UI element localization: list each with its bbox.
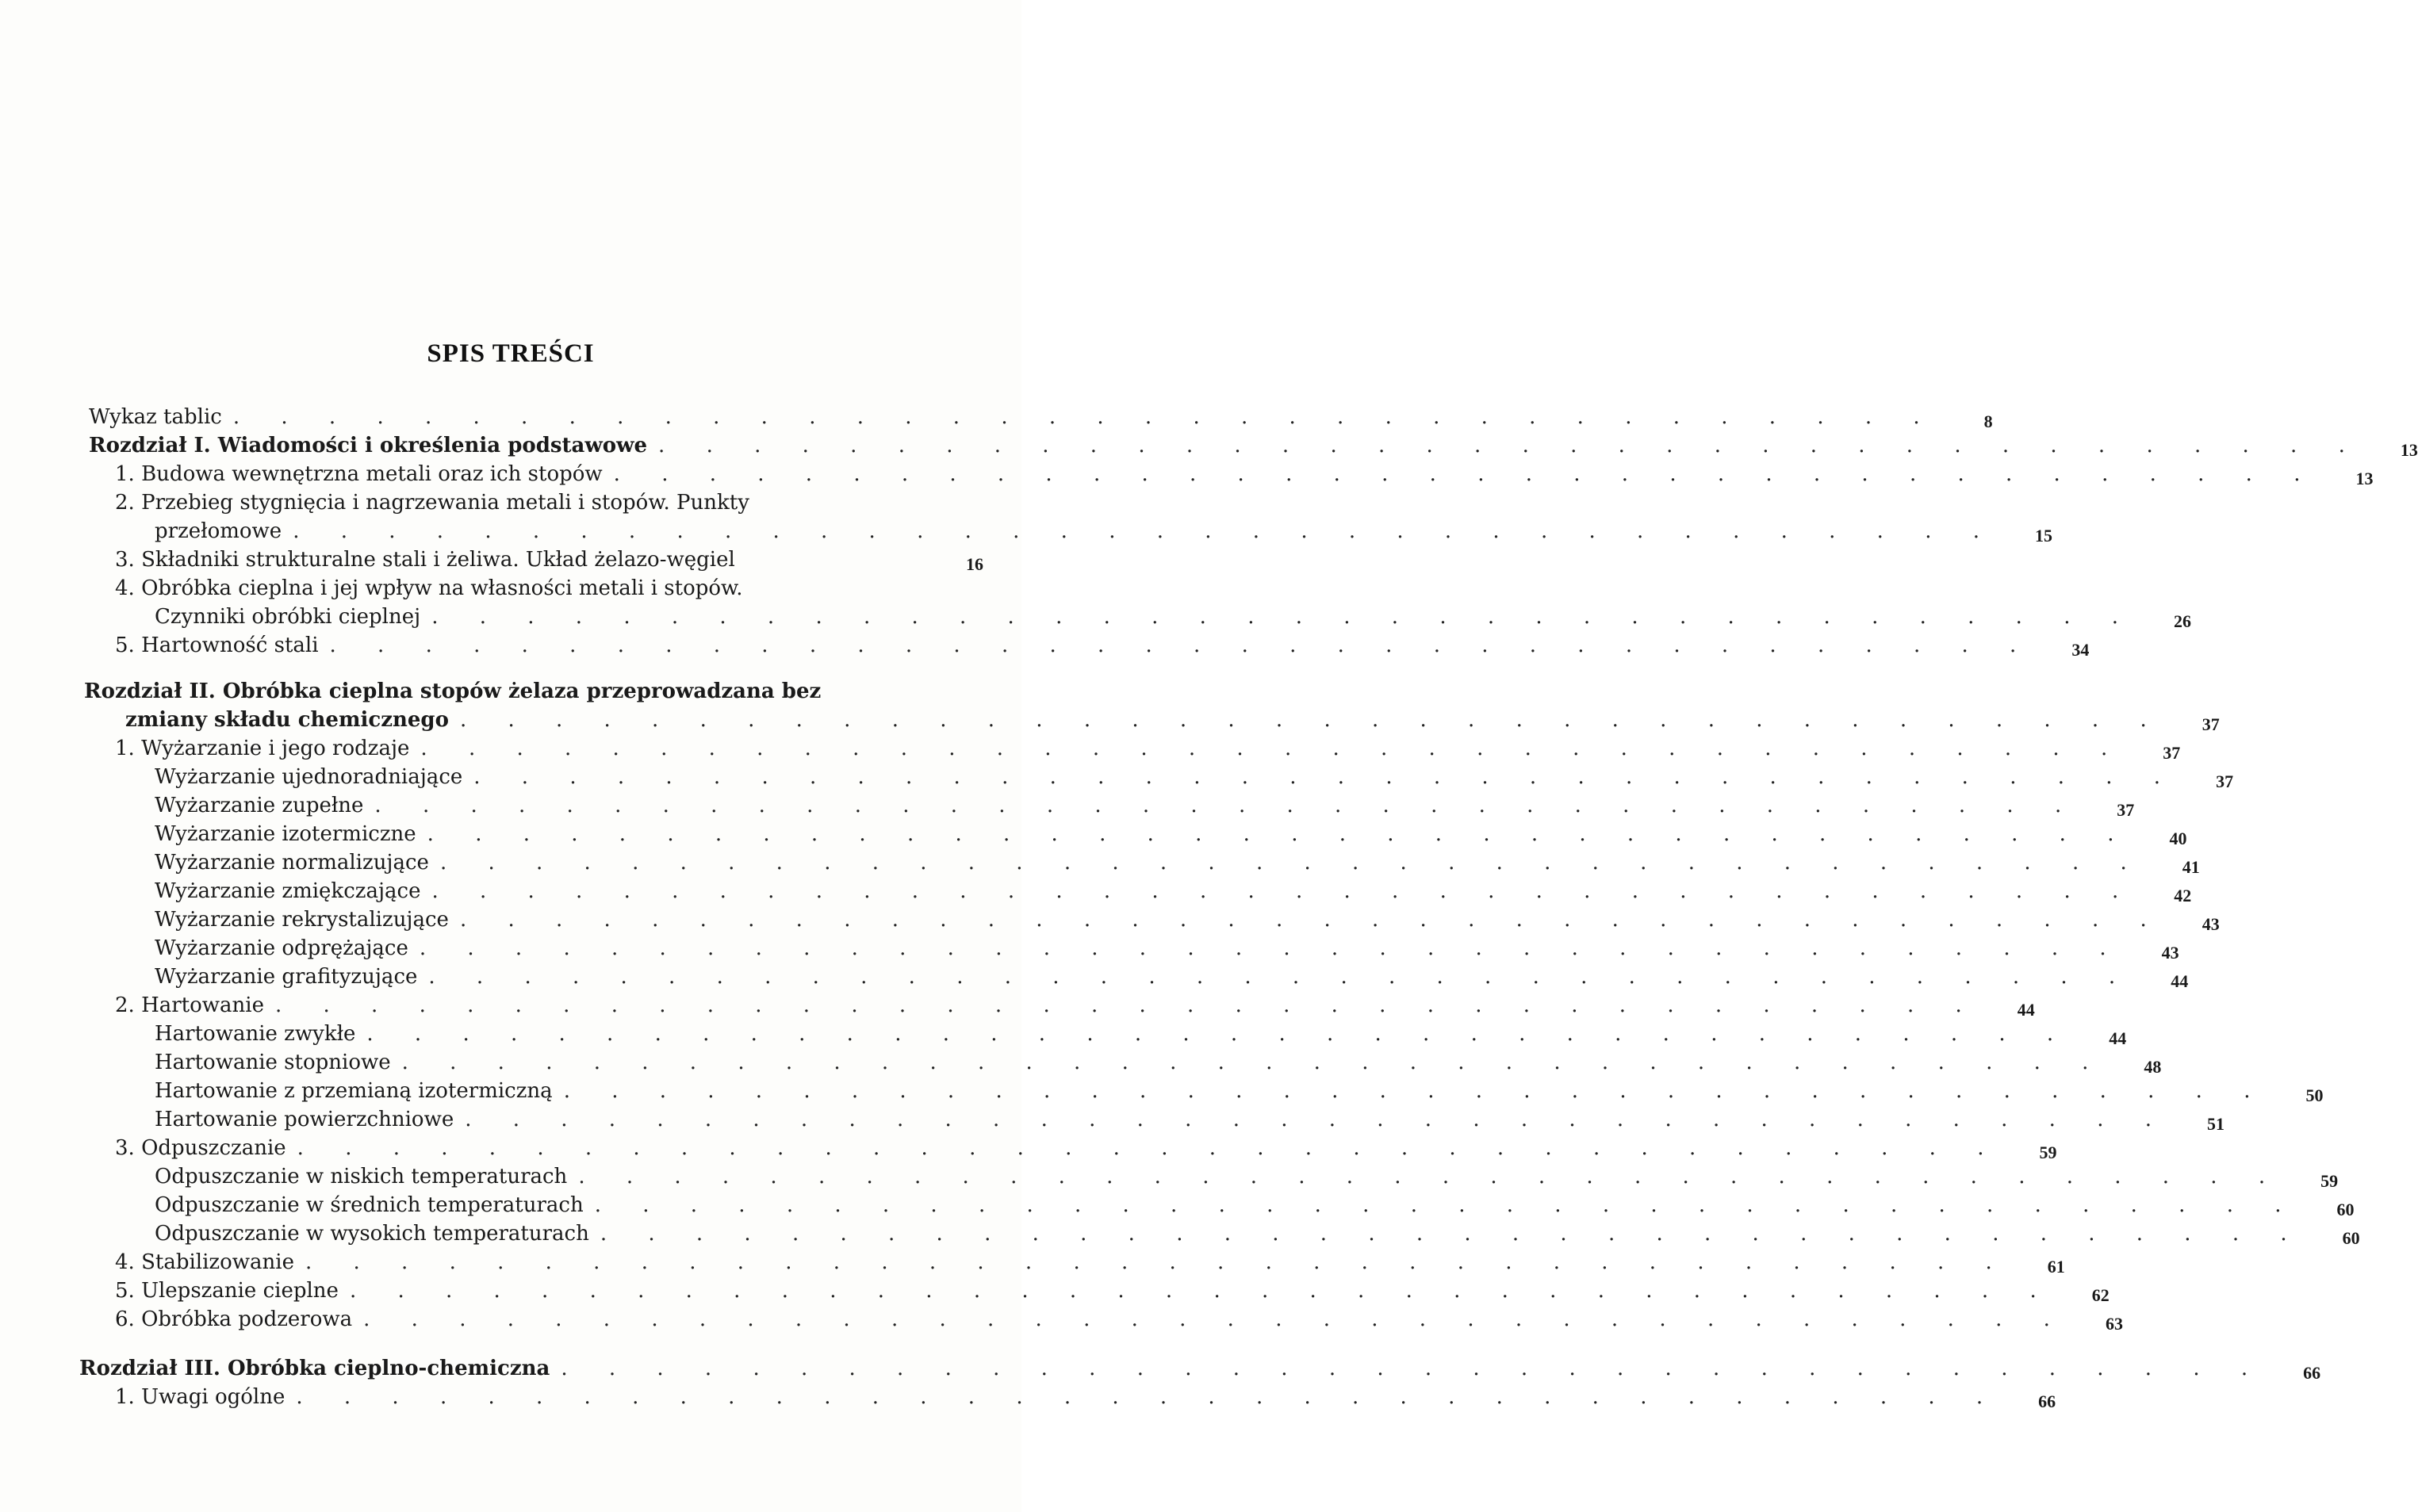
dot-leader: . . . . . . . . . . . . . . . . . . . . . . . . . . . . . . . . . . . . <box>428 965 2133 989</box>
toc-page-number: 48 <box>2144 1057 2162 1077</box>
dot-leader: . . . . . . . . . . . . . . . . . . . . . . . . . . . . . . . . . . . . <box>578 1165 2283 1189</box>
toc-page-number: 41 <box>2182 857 2200 877</box>
toc-entry <box>79 1134 2057 1162</box>
toc-entry <box>79 877 2192 905</box>
toc-page-number: 43 <box>2201 914 2220 934</box>
toc-entry <box>79 820 2187 848</box>
spacer <box>79 660 983 677</box>
toc-entry <box>79 1219 2360 1248</box>
toc-entry <box>79 963 2189 991</box>
toc-page-number: 60 <box>2336 1200 2355 1219</box>
toc-entry <box>79 763 2234 791</box>
toc-entry <box>79 791 2135 820</box>
toc-entry <box>79 1248 2065 1277</box>
toc-page-number: 42 <box>2174 886 2192 905</box>
dot-leader: . . . . . . . . . . . . . . . . . . . . . . . . . . . . . . . . . . . . <box>419 936 2124 960</box>
toc-chapter-2 <box>79 677 983 706</box>
toc-entry-text: 1. Budowa wewnętrzna metali oraz ich stopów <box>115 462 603 486</box>
toc-entry <box>79 631 2090 660</box>
page-title: SPIS TREŚCI <box>427 339 595 368</box>
dot-leader: . . . . . . . . . . . . . . . . . . . . . . . . . . . . . . . . . . . . <box>374 794 2079 817</box>
toc-entry-text: Wyżarzanie odprężające <box>155 936 408 960</box>
toc-page-number: 43 <box>2161 943 2179 963</box>
toc-entry-text: Hartowanie z przemianą izotermiczną <box>155 1079 553 1103</box>
toc-entry <box>79 1105 2225 1134</box>
toc-entry <box>79 934 2179 963</box>
dot-leader: . . . . . . . . . . . . . . . . . . . . . . . . . . . . . . . . . . . . <box>293 519 1997 543</box>
toc-page-number: 61 <box>2047 1257 2065 1277</box>
toc-page-number: 66 <box>2038 1391 2056 1411</box>
toc-entry <box>79 545 983 574</box>
toc-entry-text: 1. Uwagi ogólne <box>115 1385 285 1409</box>
toc-entry <box>79 1191 2355 1219</box>
toc-entry <box>79 517 2052 545</box>
dot-leader: . . . . . . . . . . . . . . . . . . . . . . . . . . . . . . . . . . . . <box>594 1193 2299 1217</box>
spacer <box>79 1334 983 1354</box>
toc-page-number: 13 <box>2400 440 2418 460</box>
toc-page-number: 37 <box>2163 743 2181 763</box>
toc-entry <box>79 991 2035 1020</box>
dot-leader: . . . . . . . . . . . . . . . . . . . . . . . . . . . . . . . . . . . . <box>401 1051 2106 1074</box>
toc-page-number: 60 <box>2342 1228 2360 1248</box>
toc-entry-wykaz-tablic <box>79 403 1993 431</box>
dot-leader: . . . . . . . . . . . . . . . . . . . . . . . . . . . . . . . . . . . . <box>366 1022 2071 1046</box>
dot-leader: . . . . . . . . . . . . . . . . . . . . . . . . . . . . . . . . . . . . <box>427 822 2132 846</box>
dot-leader: . . . . . . . . . . . . . . . . . . . . . . . . . . . . . . . . . . . . <box>473 765 2178 789</box>
toc-entry <box>79 574 983 603</box>
toc-entry-text: Wyżarzanie zupełne <box>155 794 364 817</box>
toc-entry-text: 3. Składniki strukturalne stali i żeliwa. Układ żelazo-węgiel <box>115 548 735 572</box>
dot-leader: . . . . . . . . . . . . . . . . . . . . . . . . . . . . . . . . . . . . <box>459 708 2164 732</box>
toc-entry-text: Wyżarzanie ujednoradniające <box>155 765 463 789</box>
toc-entry-text: Odpuszczanie w wysokich temperaturach <box>155 1222 589 1246</box>
toc-chapter-3 <box>79 1354 2321 1383</box>
toc-entry-text: zmiany składu chemicznego <box>125 708 449 732</box>
toc-entry-text: Rozdział II. Obróbka cieplna stopów żelaza przeprowadzana bez <box>84 679 822 703</box>
toc-page-number: 59 <box>2039 1143 2057 1162</box>
toc-entry-text: 2. Przebieg stygnięcia i nagrzewania metali i stopów. Punkty <box>115 491 749 515</box>
toc-entry-text: 2. Hartowanie <box>115 993 264 1017</box>
toc-page-number: 51 <box>2207 1114 2225 1134</box>
toc-entry <box>79 460 2374 488</box>
dot-leader: . . . . . . . . . . . . . . . . . . . . . . . . . . . . . . . . . . . . <box>431 605 2136 629</box>
toc-page-number: 16 <box>966 554 983 574</box>
toc-entry-text: 5. Ulepszanie cieplne <box>115 1279 339 1303</box>
dot-leader: . . . . . . . . . . . . . . . . . . . . . . . . . . . . . . . . . . . . <box>329 634 2034 657</box>
toc-entry <box>79 1383 2056 1411</box>
toc-page-number: 44 <box>2017 1000 2035 1020</box>
dot-leader: . . . . . . . . . . . . . . . . . . . . . . . . . . . . . . . . . . . . <box>296 1385 2001 1409</box>
toc-entry <box>79 1077 2324 1105</box>
toc-page-number: 63 <box>2105 1314 2123 1334</box>
toc-entry-text: Odpuszczanie w niskich temperaturach <box>155 1165 568 1189</box>
toc-entry <box>79 905 2220 934</box>
toc-entry-text: Wyżarzanie zmiękczające <box>155 879 421 903</box>
toc-entry-text: 1. Wyżarzanie i jego rodzaje <box>115 737 410 760</box>
dot-leader: . . . . . . . . . . . . . . . . . . . . . . . . . . . . . . . . . . . . <box>363 1307 2067 1331</box>
toc-entry <box>79 1305 2123 1334</box>
toc-entry-text: 3. Odpuszczanie <box>115 1136 286 1160</box>
toc-entry-text: Hartowanie stopniowe <box>155 1051 391 1074</box>
dot-leader: . . . . . . . . . . . . . . . . . . . . . . . . . . . . . . . . . . . . <box>297 1136 2002 1160</box>
toc-entry-text: Wyżarzanie izotermiczne <box>155 822 416 846</box>
dot-leader: . . . . . . . . . . . . . . . . . . . . . . . . . . . . . . . . . . . . <box>420 737 2125 760</box>
toc-entry <box>79 734 2181 763</box>
toc-page-number: 8 <box>1983 411 1993 431</box>
toc-entry-text: 4. Stabilizowanie <box>115 1250 294 1274</box>
toc-entry-text: Rozdział III. Obróbka cieplno-chemiczna <box>79 1357 550 1380</box>
toc-entry-text: przełomowe <box>155 519 282 543</box>
toc-page-number: 62 <box>2091 1285 2110 1305</box>
toc-chapter-2-cont <box>79 706 2220 734</box>
toc-page-number: 44 <box>2109 1028 2127 1048</box>
toc-page-number: 40 <box>2169 829 2187 848</box>
table-of-contents <box>79 403 2418 1411</box>
toc-page-number: 37 <box>2201 714 2220 734</box>
dot-leader: . . . . . . . . . . . . . . . . . . . . . . . . . . . . . . . . . . . . <box>600 1222 2305 1246</box>
toc-entry-text: 6. Obróbka podzerowa <box>115 1307 353 1331</box>
toc-entry <box>79 1020 2127 1048</box>
toc-page-number: 44 <box>2171 971 2189 991</box>
toc-page-number: 15 <box>2035 526 2052 545</box>
dot-leader: . . . . . . . . . . . . . . . . . . . . . . . . . . . . . . . . . . . . <box>563 1079 2268 1103</box>
toc-page-number: 50 <box>2305 1085 2324 1105</box>
toc-entry-text: Czynniki obróbki cieplnej <box>155 605 421 629</box>
toc-entry-text: Hartowanie powierzchniowe <box>155 1108 454 1131</box>
toc-page-number: 37 <box>2216 771 2234 791</box>
dot-leader: . . . . . . . . . . . . . . . . . . . . . . . . . . . . . . . . . . . . <box>439 851 2144 875</box>
toc-entry-text: Wykaz tablic <box>89 405 222 429</box>
toc-page-number: 59 <box>2320 1171 2339 1191</box>
toc-page-number: 13 <box>2355 469 2374 488</box>
toc-entry-text: Rozdział I. Wiadomości i określenia podstawowe <box>89 434 648 457</box>
toc-entry-text: 4. Obróbka cieplna i jej wpływ na własności metali i stopów. <box>115 576 743 600</box>
toc-entry-text: Wyżarzanie rekrystalizujące <box>155 908 449 932</box>
toc-page-number: 66 <box>2303 1363 2321 1383</box>
toc-entry <box>79 1048 2162 1077</box>
toc-page-number: 26 <box>2174 611 2191 631</box>
dot-leader: . . . . . . . . . . . . . . . . . . . . . . . . . . . . . . . . . . . . <box>658 434 2362 457</box>
toc-entry-text: Hartowanie zwykłe <box>155 1022 356 1046</box>
dot-leader: . . . . . . . . . . . . . . . . . . . . . . . . . . . . . . . . . . . . <box>459 908 2164 932</box>
dot-leader: . . . . . . . . . . . . . . . . . . . . . . . . . . . . . . . . . . . . <box>349 1279 2054 1303</box>
toc-entry-text: Odpuszczanie w średnich temperaturach <box>155 1193 584 1217</box>
toc-entry <box>79 1277 2110 1305</box>
toc-entry-text: 5. Hartowność stali <box>115 634 319 657</box>
toc-page-number: 34 <box>2071 640 2090 660</box>
toc-entry <box>79 1162 2339 1191</box>
toc-entry <box>79 848 2200 877</box>
toc-entry <box>79 603 2191 631</box>
dot-leader: . . . . . . . . . . . . . . . . . . . . . . . . . . . . . . . . . . . . <box>613 462 2318 486</box>
dot-leader: . . . . . . . . . . . . . . . . . . . . . . . . . . . . . . . . . . . . <box>232 405 1937 429</box>
dot-leader: . . . . . . . . . . . . . . . . . . . . . . . . . . . . . . . . . . . . <box>274 993 1979 1017</box>
toc-page-number: 37 <box>2117 800 2135 820</box>
dot-leader: . . . . . . . . . . . . . . . . . . . . . . . . . . . . . . . . . . . . <box>305 1250 2010 1274</box>
dot-leader: . . . . . . . . . . . . . . . . . . . . . . . . . . . . . . . . . . . . <box>465 1108 2170 1131</box>
toc-entry <box>79 488 983 517</box>
toc-chapter-1 <box>79 431 2418 460</box>
dot-leader: . . . . . . . . . . . . . . . . . . . . . . . . . . . . . . . . . . . . <box>561 1357 2266 1380</box>
toc-entry-text: Wyżarzanie normalizujące <box>155 851 429 875</box>
dot-leader: . . . . . . . . . . . . . . . . . . . . . . . . . . . . . . . . . . . . <box>431 879 2136 903</box>
toc-entry-text: Wyżarzanie grafityzujące <box>155 965 418 989</box>
